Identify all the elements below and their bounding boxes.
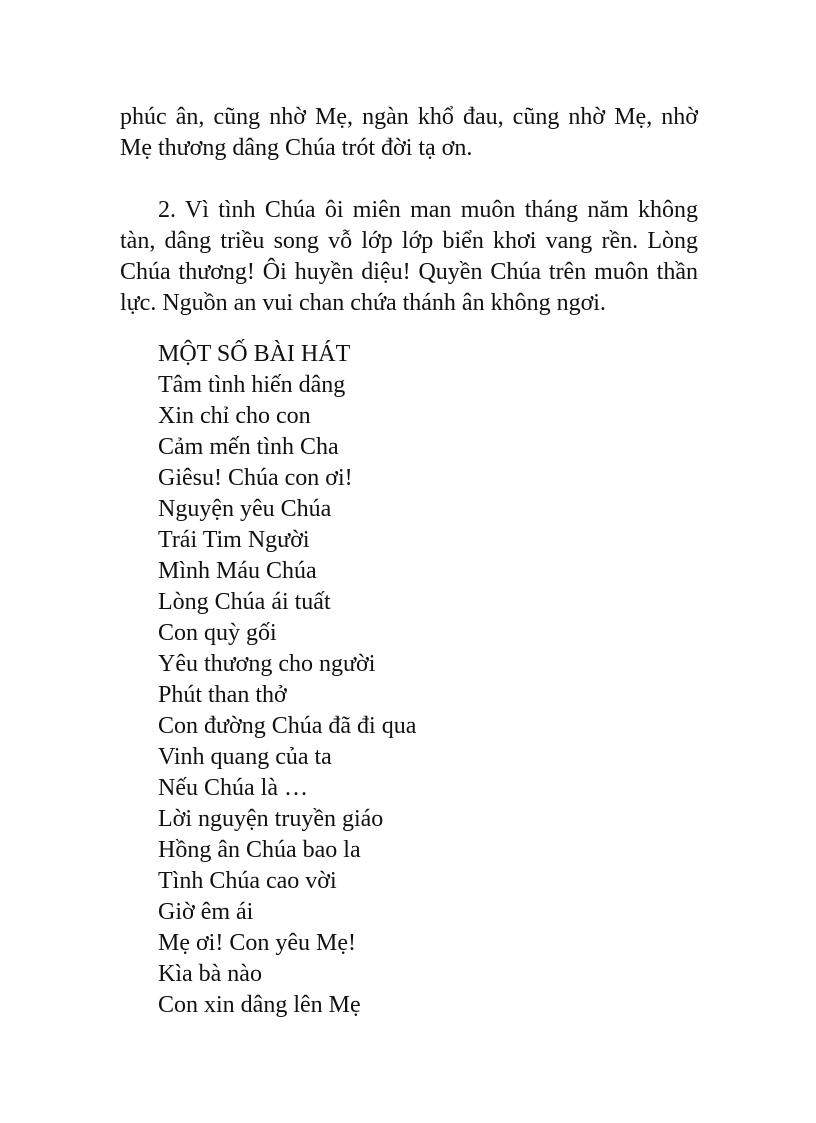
- song-title: Lời nguyện truyền giáo: [158, 806, 384, 832]
- song-title: Tình Chúa cao vời: [158, 868, 337, 894]
- song-title: Con đường Chúa đã đi qua: [158, 713, 417, 739]
- paragraph-verse-ending: phúc ân, cũng nhờ Mẹ, ngàn khổ đau, cũng nhờ Mẹ, nhờ Mẹ thương dâng Chúa trót đời tạ ơn.: [120, 104, 698, 161]
- song-title: Nguyện yêu Chúa: [158, 496, 332, 522]
- song-title: Vinh quang của ta: [158, 744, 332, 770]
- song-title: Phút than thở: [158, 682, 287, 708]
- song-title: Nếu Chúa là …: [158, 775, 308, 801]
- song-title: Giờ êm ái: [158, 899, 254, 925]
- song-list-heading: MỘT SỐ BÀI HÁT: [158, 341, 351, 367]
- song-title: Giêsu! Chúa con ơi!: [158, 465, 353, 491]
- song-title: Cảm mến tình Cha: [158, 434, 339, 460]
- song-title: Xin chỉ cho con: [158, 403, 311, 429]
- song-title: Trái Tim Người: [158, 527, 310, 553]
- song-title: Mẹ ơi! Con yêu Mẹ!: [158, 930, 356, 956]
- song-title: Yêu thương cho người: [158, 651, 376, 677]
- song-title: Con quỳ gối: [158, 620, 277, 646]
- song-title: Con xin dâng lên Mẹ: [158, 992, 361, 1018]
- song-list-section: [158, 339, 698, 1021]
- song-title: Mình Máu Chúa: [158, 558, 317, 584]
- song-title: Lòng Chúa ái tuất: [158, 589, 331, 615]
- song-title: Kìa bà nào: [158, 961, 262, 987]
- song-list: [158, 370, 698, 1021]
- song-title: Hồng ân Chúa bao la: [158, 837, 361, 863]
- song-title: Tâm tình hiến dâng: [158, 372, 346, 398]
- paragraph-verse-2: 2. Vì tình Chúa ôi miên man muôn tháng năm không tàn, dâng triều song vỗ lớp lớp biển khơi vang rền. Lòng Chúa thương! Ôi huyền diệu! Quyền Chúa trên muôn thần lực. Nguồn an vui chan chứa thánh ân không ngơi.: [120, 197, 698, 316]
